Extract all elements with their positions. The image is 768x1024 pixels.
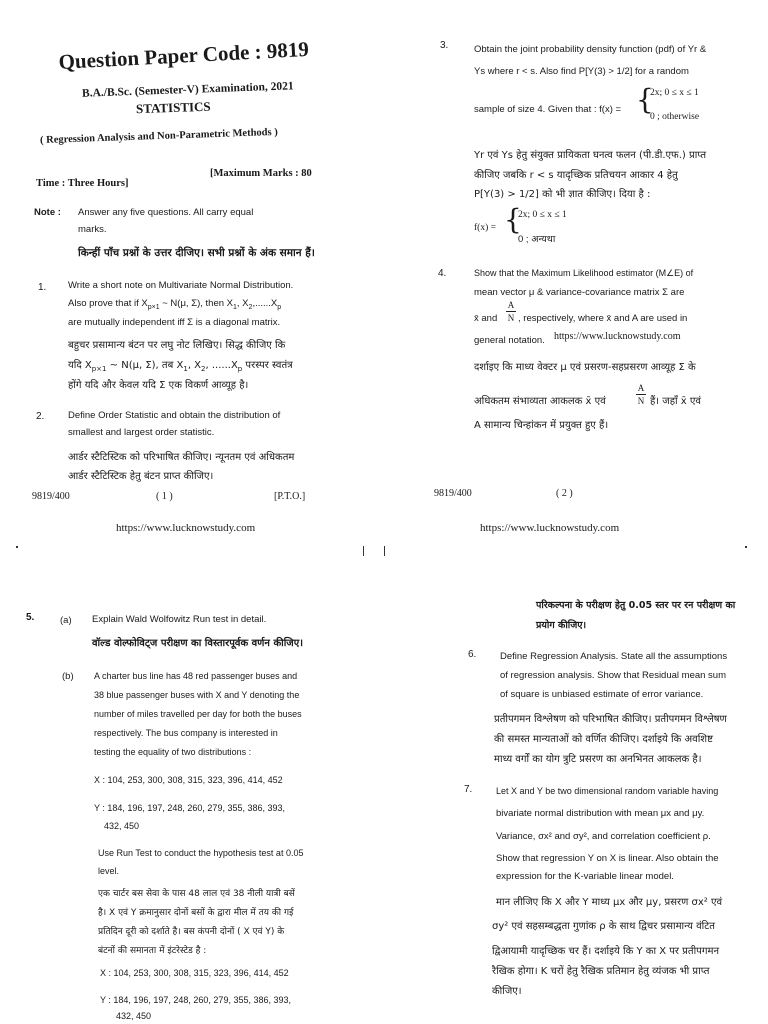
question-5b-english-line-5: testing the equality of two distributions : xyxy=(94,747,252,757)
question-3-hindi-line-2: कीजिए जबकि r < s यादृच्छिक प्रतिचयन आकार 4 हेतु xyxy=(474,170,678,181)
question-5a-hindi: वॉल्ड वोल्फोविट्ज परीक्षण का विस्तारपूर्वक वर्णन कीजिए। xyxy=(92,638,304,649)
question-3-english-line-2: Ys where r < s. Also find P[Y(3) > 1/2] for a random xyxy=(474,66,689,77)
paper-code-title: Question Paper Code : 9819 xyxy=(58,36,310,74)
footer-pto: [P.T.O.] xyxy=(274,491,306,502)
note-english-line-1: Answer any five questions. All carry equal xyxy=(78,207,254,218)
subject-name: STATISTICS xyxy=(135,98,211,117)
pdf-case-1: 2x; 0 ≤ x ≤ 1 xyxy=(650,88,699,98)
question-7-hindi-line-1: मान लीजिए कि X और Y माध्य μx और μy, प्रसरण σx² एवं xyxy=(496,897,723,908)
page-1 xyxy=(0,0,384,540)
page-4 xyxy=(384,560,768,1024)
page-3 xyxy=(0,560,384,1024)
question-4-hindi-line-2a: अधिकतम संभाव्यता आकलक x̄ एवं xyxy=(474,396,606,407)
question-3-hindi-line-1: Yr एवं Ys हेतु संयुक्त प्रायिकता घनत्व फलन (पी.डी.एफ.) प्राप्त xyxy=(474,150,707,161)
question-2-hindi-line-1: आर्डर स्टैटिस्टिक को परिभाषित कीजिए। न्यूनतम एवं अधिकतम xyxy=(68,452,295,463)
question-1-english-line-2: Also prove that if $X_{p\times 1}$ ~ N(μ, Σ), then $X_1$, $X_2,......X_p$ xyxy=(68,298,282,311)
note-hindi: किन्हीं पाँच प्रश्नों के उत्तर दीजिए। सभी प्रश्नों के अंक समान हैं। xyxy=(78,247,315,259)
question-7-english-line-1: Let X and Y be two dimensional random variable having xyxy=(496,786,719,796)
footer-code: 9819/400 xyxy=(434,488,472,499)
question-5b-hindi-line-2: है। X एवं Y क्रमानुसार दोनों बसों के द्वारा मील में तय की गई xyxy=(98,908,294,918)
question-5b-english-line-4: respectively. The bus company is interested in xyxy=(94,728,278,738)
question-5b-hindi-line-3: प्रतिदिन दूरी को दर्शाते है। बस कंपनी दोनों ( X एवं Y) के xyxy=(98,927,285,937)
question-5a-label: (a) xyxy=(60,615,72,626)
question-4-hindi-line-2b: हैं। जहाँ x̄ एवं xyxy=(650,396,701,407)
footer-url[interactable]: https://www.lucknowstudy.com xyxy=(116,522,256,534)
question-2-hindi-line-2: आर्डर स्टैटिस्टिक हेतु बंटन प्राप्त कीजिए। xyxy=(68,471,214,482)
question-1-english-line-3: are mutually independent iff Σ is a diagonal matrix. xyxy=(68,317,281,328)
footer-url[interactable]: https://www.lucknowstudy.com xyxy=(480,522,620,534)
question-5a-english: Explain Wald Wolfowitz Run test in detail. xyxy=(92,614,267,625)
question-7-english-line-5: expression for the K-variable linear model. xyxy=(496,871,674,882)
question-5b-hindi-y-values-line-1: Y : 184, 196, 197, 248, 260, 279, 355, 386, 393, xyxy=(100,995,291,1005)
question-7-english-line-4: Show that regression Y on X is linear. Also obtain the xyxy=(496,853,719,864)
question-5b-english-line-3: number of miles travelled per day for both the buses xyxy=(94,709,302,719)
question-6-number: 6. xyxy=(468,649,477,660)
question-5b-continued-hindi-line-1: परिकल्पना के परीक्षण हेतु 0.05 स्तर पर रन परीक्षण का xyxy=(536,600,736,611)
question-6-hindi-line-2: की समस्त मान्यताओं को वर्णित कीजिए। दर्शाइये कि अवशिष्ट xyxy=(494,734,713,745)
question-1-english-line-1: Write a short note on Multivariate Normal Distribution. xyxy=(68,280,294,291)
question-4-english-line-4: general notation. xyxy=(474,335,545,346)
note-english-line-2: marks. xyxy=(78,224,107,235)
piecewise-brace-1: { xyxy=(636,83,654,116)
hindi-fraction-numerator: A xyxy=(637,383,645,393)
footer-page-number: ( 2 ) xyxy=(556,488,573,499)
question-4-english-line-1: Show that the Maximum Likelihood estimator (M∠E) of xyxy=(474,268,694,278)
question-4-number: 4. xyxy=(438,268,447,279)
footer-code: 9819/400 xyxy=(32,491,70,502)
scan-mark xyxy=(363,546,364,556)
question-2-number: 2. xyxy=(36,411,45,422)
question-5b-english-line-6: Use Run Test to conduct the hypothesis test at 0.05 xyxy=(98,848,304,858)
question-5b-y-values-line-2: 432, 450 xyxy=(104,821,140,831)
pdf-case-2: 0 ; otherwise xyxy=(650,112,700,122)
hindi-pdf-case-1: 2x; 0 ≤ x ≤ 1 xyxy=(518,210,567,220)
question-5b-x-values: X : 104, 253, 300, 308, 315, 323, 396, 414, 452 xyxy=(94,775,283,785)
question-4-url[interactable]: https://www.lucknowstudy.com xyxy=(554,331,681,342)
question-7-english-line-3: Variance, σx² and σy², and correlation coefficient ρ. xyxy=(496,831,711,842)
fraction-numerator: A xyxy=(507,300,515,310)
question-1-number: 1. xyxy=(38,282,47,293)
question-2-english-line-1: Define Order Statistic and obtain the distribution of xyxy=(68,410,281,421)
scan-mark xyxy=(16,546,18,548)
question-6-hindi-line-3: माध्य वर्गों का योग त्रुटि प्रसरण का अनभिनत आकलक है। xyxy=(494,754,702,765)
time-allowed: Time : Three Hours] xyxy=(36,178,129,189)
question-7-hindi-line-5: कीजिए। xyxy=(492,986,522,997)
exam-name: B.A./B.Sc. (Semester-V) Examination, 2021 xyxy=(81,80,294,100)
question-5b-english-line-7: level. xyxy=(98,866,120,876)
question-7-number: 7. xyxy=(464,784,473,795)
maximum-marks: [Maximum Marks : 80 xyxy=(210,168,312,179)
question-6-english-line-3: of square is unbiased estimate of error variance. xyxy=(500,689,704,700)
question-5b-english-line-1: A charter bus line has 48 red passenger buses and xyxy=(94,671,298,681)
question-5b-continued-hindi-line-2: प्रयोग कीजिए। xyxy=(536,620,587,631)
question-5-number: 5. xyxy=(26,612,35,623)
question-2-english-line-2: smallest and largest order statistic. xyxy=(68,427,215,438)
hindi-fraction-denominator: N xyxy=(637,396,645,406)
question-3-english-line-1: Obtain the joint probability density function (pdf) of Yr & xyxy=(474,44,707,55)
scan-mark xyxy=(384,546,385,556)
question-4-hindi-line-3: A सामान्य चिन्हांकन में प्रयुक्त हुए हैं। xyxy=(474,420,609,431)
question-7-hindi-line-3: द्विआयामी यादृच्छिक चर हैं। दर्शाइये कि Y का X पर प्रतीपगमन xyxy=(492,946,720,957)
question-5b-hindi-x-values: X : 104, 253, 300, 308, 315, 323, 396, 414, 452 xyxy=(100,968,289,978)
hindi-pdf-fx: f(x) = xyxy=(474,223,496,233)
question-3-english-line-3: sample of size 4. Given that : f(x) = xyxy=(474,104,622,115)
question-7-hindi-line-4: रैखिक होगा। K चरों हेतु रैखिक प्रतिमान हेतु व्यंजक भी प्राप्त xyxy=(492,966,710,977)
question-4-english-line-3b: , respectively, where x̄ and A are used in xyxy=(518,313,688,324)
question-1-hindi-line-3: होंगे यदि और केवल यदि Σ एक विकर्ण आव्यूह है। xyxy=(68,380,249,391)
question-6-english-line-1: Define Regression Analysis. State all the assumptions xyxy=(500,651,728,662)
question-5b-hindi-line-1: एक चार्टर बस सेवा के पास 48 लाल एवं 38 नीली यात्री बसें xyxy=(98,889,295,899)
question-1-hindi-line-1: बहुचर प्रसामान्य बंटन पर लघु नोट लिखिए। सिद्ध कीजिए कि xyxy=(68,340,286,351)
note-label: Note : xyxy=(34,207,61,218)
paper-name: ( Regression Analysis and Non-Parametric Methods ) xyxy=(39,126,278,147)
scan-mark xyxy=(745,546,747,548)
question-7-english-line-2: bivariate normal distribution with mean μx and μy. xyxy=(496,808,705,819)
footer-page-number: ( 1 ) xyxy=(156,491,173,502)
question-3-number: 3. xyxy=(440,40,449,51)
question-3-hindi-line-3: P[Y(3) > 1/2] को भी ज्ञात कीजिए। दिया है : xyxy=(474,189,651,200)
question-4-english-line-3a: x̄ and xyxy=(474,313,498,324)
question-6-english-line-2: of regression analysis. Show that Residual mean sum xyxy=(500,670,727,681)
fraction-denominator: N xyxy=(507,313,515,323)
piecewise-brace-2: { xyxy=(504,203,522,236)
question-5b-label: (b) xyxy=(62,671,74,682)
page-2 xyxy=(384,0,768,540)
question-5b-english-line-2: 38 blue passenger buses with X and Y denoting the xyxy=(94,690,300,700)
question-4-hindi-line-1: दर्शाइए कि माध्य वेक्टर μ एवं प्रसरण-सहप्रसरण आव्यूह Σ के xyxy=(474,362,696,373)
question-6-hindi-line-1: प्रतीपगमन विश्लेषण को परिभाषित कीजिए। प्रतीपगमन विश्लेषण xyxy=(494,714,727,725)
question-7-hindi-line-2: σy² एवं सहसम्बद्धता गुणांक ρ के साथ द्विचर प्रसामान्य वंटित xyxy=(492,921,715,932)
question-1-hindi-line-2: यदि $X_{p\times 1}$ ~ N(μ, Σ), तब $X_1$, $X_2$, $......X_p$ परस्पर स्वतंत्र xyxy=(68,360,293,373)
hindi-pdf-case-2: 0 ; अन्यथा xyxy=(518,234,556,245)
question-5b-hindi-y-values-line-2: 432, 450 xyxy=(116,1011,152,1021)
question-5b-y-values-line-1: Y : 184, 196, 197, 248, 260, 279, 355, 386, 393, xyxy=(94,803,285,813)
question-4-english-line-2: mean vector μ & variance-covariance matrix Σ are xyxy=(474,287,685,298)
question-5b-hindi-line-4: बंटनों की समानता में इंटरेस्टेड है : xyxy=(98,946,207,956)
